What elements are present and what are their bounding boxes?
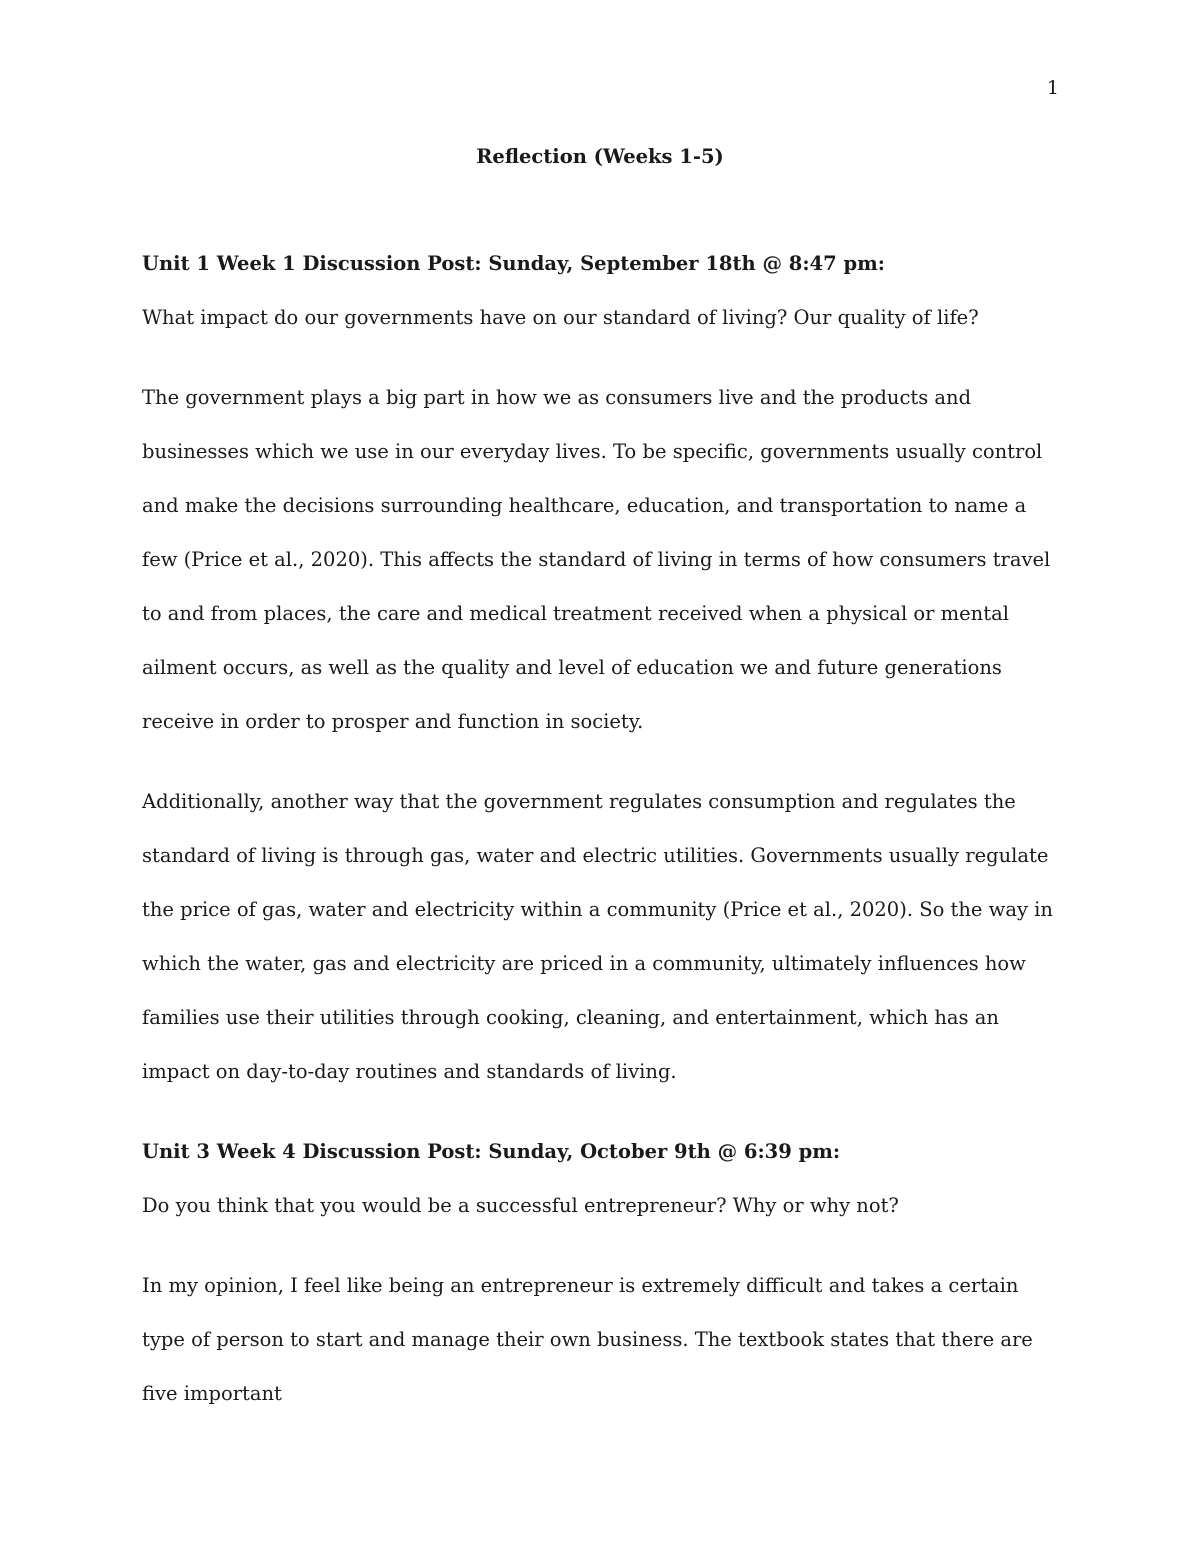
section-question: What impact do our governments have on our standard of living? Our quality of life? xyxy=(142,306,979,329)
section-heading: Unit 1 Week 1 Discussion Post: Sunday, September 18th @ 8:47 pm: xyxy=(142,252,885,275)
body-paragraph: Additionally, another way that the government regulates consumption and regulates the standard of living is through gas, water and electric utilities. Governments usually regulate the price of gas, water and electricity within a community (Price et al., 2020). So the way in which the water, gas and electricity are priced in a community, ultimately influences how families use their utilities through cooking, cleaning, and entertainment, which has an impact on day-to-day routines and standards of living. xyxy=(142,790,1053,1083)
page-number: 1 xyxy=(1046,77,1059,99)
section-heading: Unit 3 Week 4 Discussion Post: Sunday, October 9th @ 6:39 pm: xyxy=(142,1140,841,1163)
document-body xyxy=(142,237,1062,1447)
document-title: Reflection (Weeks 1-5) xyxy=(476,145,724,168)
body-paragraph: The government plays a big part in how we as consumers live and the products and businesses which we use in our everyday lives. To be specific, governments usually control and make the decisions surrounding healthcare, education, and transportation to name a few (Price et al., 2020). This affects the standard of living in terms of how consumers travel to and from places, the care and medical treatment received when a physical or mental ailment occurs, as well as the quality and level of education we and future generations receive in order to prosper and function in society. xyxy=(142,386,1051,733)
body-paragraph: In my opinion, I feel like being an entrepreneur is extremely difficult and takes a certain type of person to start and manage their own business. The textbook states that there are five important xyxy=(142,1274,1033,1405)
section-question: Do you think that you would be a successful entrepreneur? Why or why not? xyxy=(142,1194,899,1217)
